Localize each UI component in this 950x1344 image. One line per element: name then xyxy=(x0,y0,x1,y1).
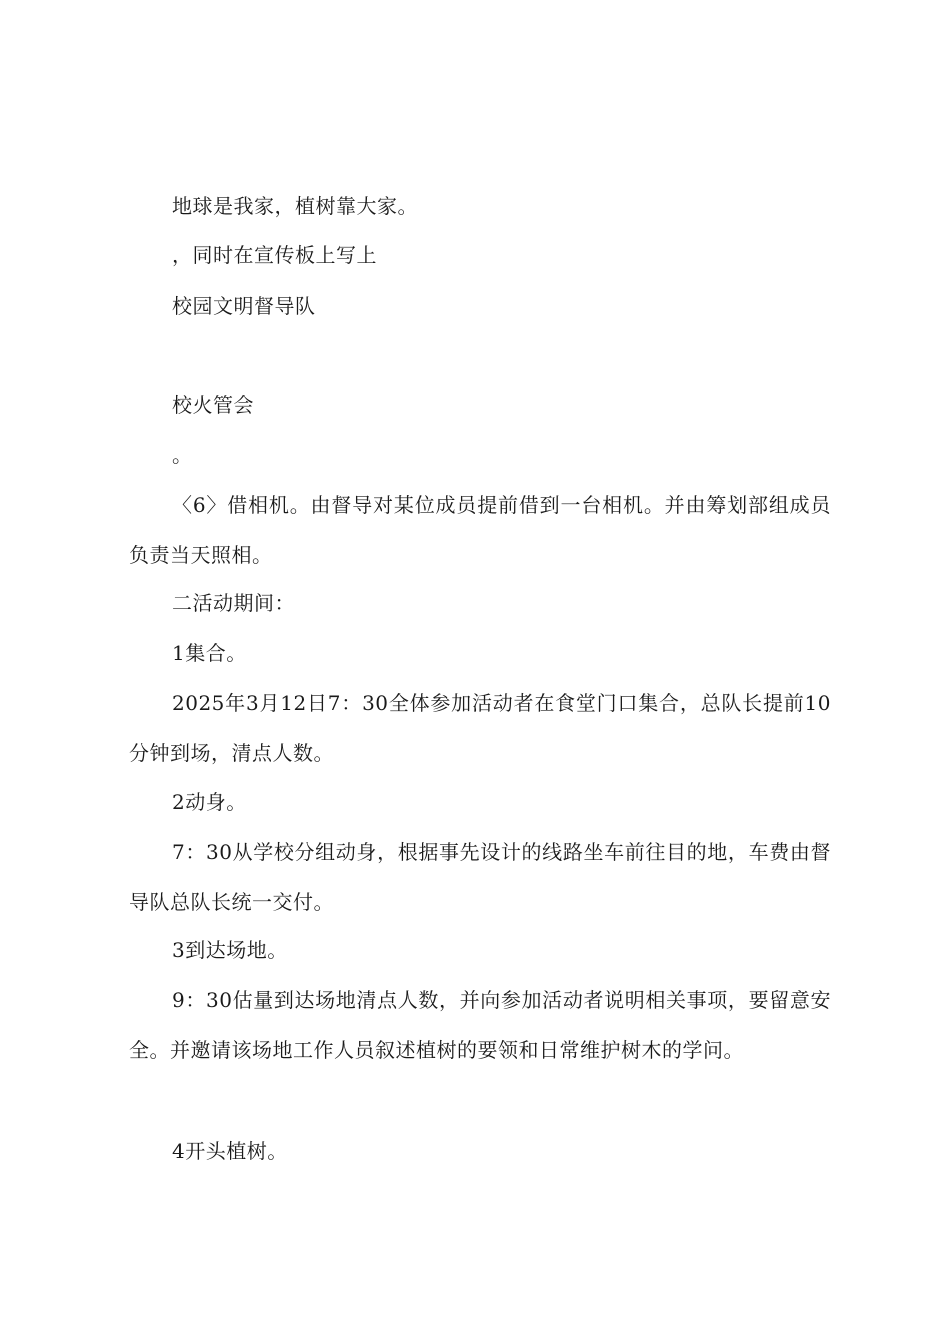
paragraph-arrive: 9：30估量到达场地清点人数，并向参加活动者说明相关事项，要留意安全。并邀请该场地工作人员叙述植树的要领和日常维护树木的学问。 xyxy=(129,988,831,1062)
paragraph-board-note: ，同时在宣传板上写上 xyxy=(172,243,377,267)
paragraph-slogan: 地球是我家，植树靠大家。 xyxy=(172,194,418,218)
step-heading-gather: 1集合。 xyxy=(172,641,247,665)
paragraph-depart: 7：30从学校分组动身，根据事先设计的线路坐车前往目的地，车费由督导队总队长统一交付。 xyxy=(129,840,831,914)
step-heading-arrive: 3到达场地。 xyxy=(172,938,288,962)
step-heading-planting: 4开头植树。 xyxy=(172,1139,288,1163)
paragraph-camera: 〈6〉借相机。由督导对某位成员提前借到一台相机。并由筹划部组成员负责当天照相。 xyxy=(129,493,831,567)
section-heading-activity: 二活动期间： xyxy=(172,591,295,615)
paragraph-gather: 2025年3月12日7：30全体参加活动者在食堂门口集合，总队长提前10分钟到场，清点人数。 xyxy=(129,691,831,765)
paragraph-period: 。 xyxy=(172,443,193,467)
paragraph-organizer-1: 校园文明督导队 xyxy=(172,294,316,318)
paragraph-organizer-2: 校火管会 xyxy=(172,393,254,417)
step-heading-depart: 2动身。 xyxy=(172,790,247,814)
